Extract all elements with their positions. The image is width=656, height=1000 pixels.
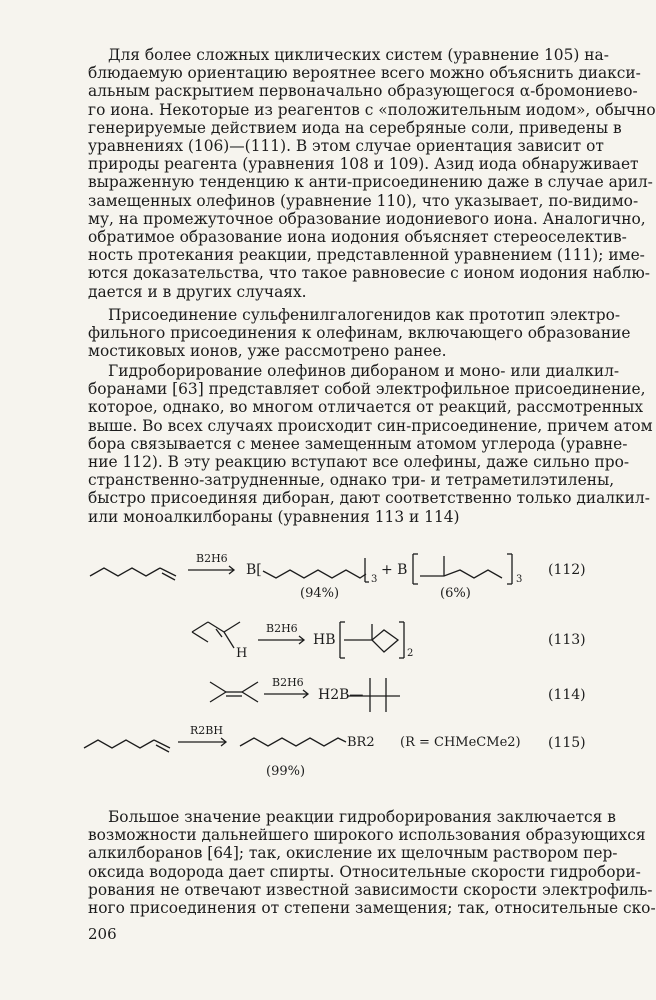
- text-line: рования не отвечают известной зависимости скорости электрофиль-: [88, 880, 653, 899]
- text-line: Большое значение реакции гидроборирования заключается в: [108, 808, 616, 826]
- text-line: му, на промежуточное образование иодониевого иона. Аналогично,: [88, 209, 646, 228]
- reaction-115: [0, 724, 643, 786]
- yield-label: (99%): [266, 764, 306, 779]
- text-line: выше. Во всех случаях происходит син-присоединение, причем атом: [88, 416, 653, 435]
- text-line: обратимое образование иона иодония объясняет стереоселектив-: [88, 228, 627, 247]
- text-line: Для более сложных циклических систем (уравнение 105) на-: [108, 46, 609, 64]
- yield-label: (6%): [440, 586, 471, 601]
- yield-label: (94%): [300, 586, 340, 601]
- text-line: природы реагента (уравнения 108 и 109). Азид иода обнаруживает: [88, 155, 639, 174]
- reagent-label: B2H6: [266, 622, 298, 635]
- reaction-115-structures: [0, 728, 643, 786]
- reaction-113: [0, 612, 643, 664]
- paragraph-3: [88, 362, 653, 526]
- reaction-112: [0, 550, 643, 600]
- text-line: ние 112). В эту реакцию вступают все олефины, даже сильно про-: [88, 453, 630, 472]
- text-line: алкилборанов [64]; так, окисление их щелочным раствором пер-: [88, 844, 618, 863]
- hexyl-chain: [263, 570, 366, 578]
- plus-boron: + B: [381, 562, 408, 578]
- text-line: ность протекания реакции, представленной уравнением (111); име-: [88, 246, 645, 265]
- text-line: фильного присоединения к олефинам, включающего образование: [88, 324, 631, 343]
- product-br2: BR2: [347, 735, 375, 750]
- text-line: дается и в других случаях.: [88, 282, 307, 301]
- product-hb: HB: [313, 632, 336, 648]
- text-line: или моноалкилбораны (уравнения 113 и 114): [88, 507, 460, 526]
- double-bond: [160, 568, 176, 576]
- equation-number: (114): [548, 687, 586, 703]
- text-line: возможности дальнейшего широкого использования образующихся: [88, 826, 646, 845]
- methylpentyl-chain: [420, 570, 502, 578]
- paragraph-1: [88, 46, 656, 301]
- equation-number: (112): [548, 562, 586, 578]
- reagent-label: R2BH: [190, 724, 223, 737]
- text-line: Присоединение сульфенилгалогенидов как прототип электро-: [108, 306, 621, 324]
- text-line: странственно-затрудненные, однако три- и тетраметилэтилены,: [88, 471, 615, 490]
- product-boron: B[: [246, 562, 262, 578]
- subscript: 2: [407, 648, 414, 659]
- equation-number: (115): [548, 735, 586, 751]
- text-line: замещенных олефинов (уравнение 110), что указывает, по-видимо-: [88, 191, 639, 210]
- text-line: Гидроборирование олефинов дибораном и моно- или диалкил-: [108, 362, 620, 380]
- paragraph-4: [88, 808, 656, 918]
- text-line: ются доказательства, что такое равновесие с ионом иодония наблю-: [88, 264, 650, 283]
- text-line: ного присоединения от степени замещения; так, относительные ско-: [88, 899, 656, 918]
- hexene-chain: [90, 568, 160, 576]
- text-line: го иона. Некоторые из реагентов с «положительным иодом», обычно: [88, 100, 656, 119]
- reaction-114: [0, 672, 643, 720]
- condition-label: (R = CHMeCMe2): [400, 735, 521, 750]
- reagent-label: B2H6: [272, 676, 304, 689]
- text-line: выраженную тенденцию к анти-присоединению даже в случае арил-: [88, 173, 653, 192]
- equation-number: (113): [548, 632, 586, 648]
- product-h2b: H2B—: [318, 687, 364, 703]
- paragraph-2: [88, 306, 631, 361]
- text-line: боранами [63] представляет собой электрофильное присоединение,: [88, 380, 646, 399]
- text-line: альным раскрытием первоначально образующегося α-бромониево-: [88, 82, 638, 101]
- page-number: 206: [88, 925, 117, 943]
- subscript: 3: [371, 574, 378, 585]
- reagent-label: B2H6: [196, 552, 228, 565]
- text-line: мостиковых ионов, уже рассмотрено ранее.: [88, 342, 447, 361]
- text-line: уравнениях (106)—(111). В этом случае ориентация зависит от: [88, 137, 604, 156]
- text-line: быстро присоединяя диборан, дают соответственно только диалкил-: [88, 489, 650, 508]
- text-line: блюдаемую ориентацию вероятнее всего можно объяснить диакси-: [88, 64, 641, 83]
- subscript: 3: [516, 574, 523, 585]
- text-line: которое, однако, во многом отличается от реакций, рассмотренных: [88, 398, 644, 417]
- hydrogen-label: H: [236, 646, 248, 661]
- text-line: генерируемые действием иода на серебряные соли, приведены в: [88, 118, 622, 137]
- text-line: бора связывается с менее замещенным атомом углерода (уравне-: [88, 434, 628, 453]
- text-line: оксида водорода дает спирты. Относительные скорости гидробори-: [88, 862, 641, 881]
